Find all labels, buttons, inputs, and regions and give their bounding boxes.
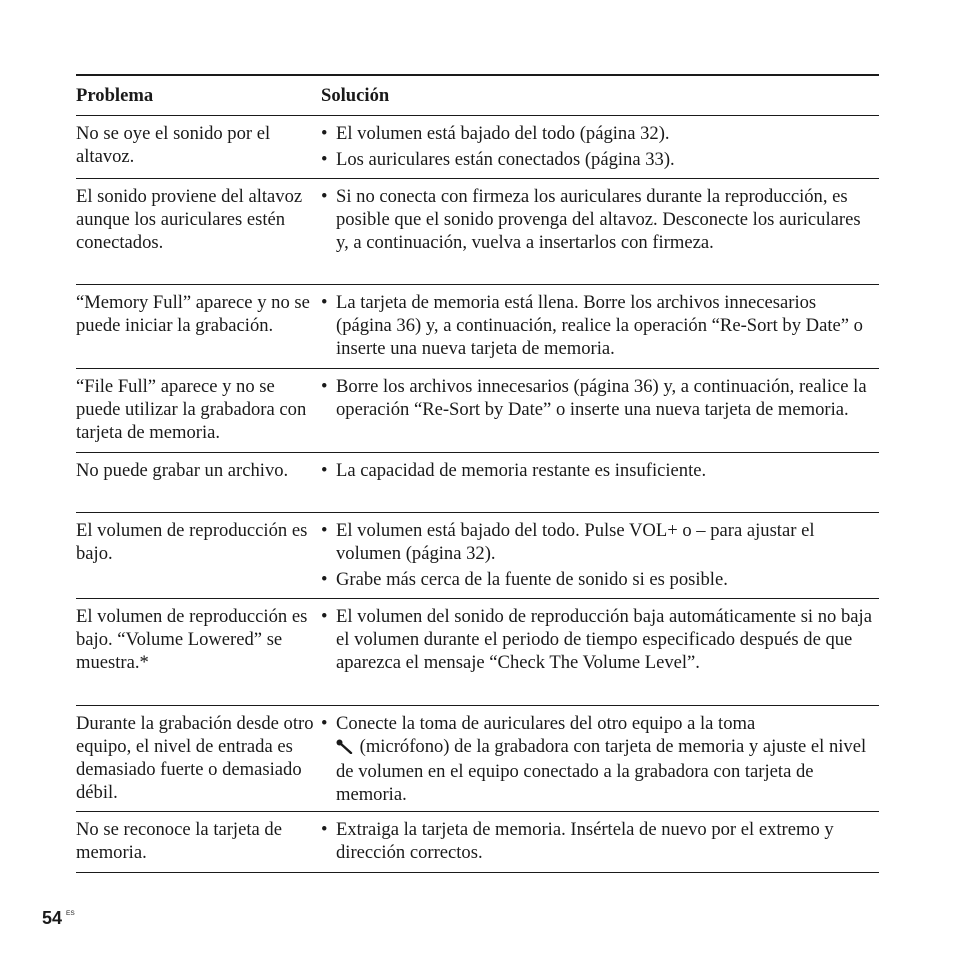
problem-cell: Durante la grabación desde otro equipo, el nivel de entrada es demasiado fuerte o demasiado débil. — [76, 713, 314, 803]
solution-cell — [321, 513, 879, 598]
solution-text: Borre los archivos innecesarios (página 36) y, a continuación, realice la operación “Re-Sort by Date” o inserte una nueva tarjeta de memoria. — [336, 376, 867, 420]
bullet-dot: • — [321, 376, 328, 397]
table-row — [76, 453, 879, 513]
table-row — [76, 706, 879, 812]
bullet-dot: • — [321, 123, 328, 144]
solution-cell — [321, 285, 879, 368]
microphone-icon — [336, 737, 353, 760]
table-row — [76, 812, 879, 873]
solution-cell — [321, 453, 879, 512]
header-solution: Solución — [321, 85, 390, 106]
solution-cell — [321, 116, 879, 178]
solution-bullet — [321, 568, 875, 591]
problem-cell: El volumen de reproducción es bajo. “Volume Lowered” se muestra.* — [76, 606, 308, 673]
solution-text: Si no conecta con firmeza los auriculares durante la reproducción, es posible que el sonido provenga del altavoz. Desconecte los auriculares y, a continuación, vuelva a insertarlos con firmeza. — [336, 186, 861, 253]
problem-cell: “Memory Full” aparece y no se puede iniciar la grabación. — [76, 292, 310, 336]
solution-cell — [321, 369, 879, 452]
solution-bullet — [321, 148, 875, 171]
bullet-dot: • — [321, 606, 328, 627]
solution-text: Los auriculares están conectados (página 33). — [336, 149, 675, 170]
solution-cell — [321, 706, 879, 811]
solution-text-before: Conecte la toma de auriculares del otro equipo a la toma — [336, 713, 756, 734]
solution-text: El volumen está bajado del todo. Pulse VOL+ o – para ajustar el volumen (página 32). — [336, 520, 815, 564]
bullet-dot: • — [321, 460, 328, 481]
table-row — [76, 599, 879, 706]
bullet-dot: • — [321, 819, 328, 840]
solution-text: Extraiga la tarjeta de memoria. Insértela de nuevo por el extremo y dirección correctos. — [336, 819, 834, 863]
bullet-dot: • — [321, 186, 328, 207]
solution-bullet — [321, 712, 875, 806]
table-row — [76, 369, 879, 453]
solution-text: La tarjeta de memoria está llena. Borre los archivos innecesarios (página 36) y, a continuación, realice la operación “Re-Sort by Date” o inserte una nueva tarjeta de memoria. — [336, 292, 863, 359]
solution-bullet — [321, 605, 875, 674]
header-problem: Problema — [76, 85, 154, 106]
solution-bullet — [321, 291, 875, 360]
solution-bullet — [321, 375, 875, 421]
solution-cell — [321, 812, 879, 872]
solution-text: El volumen está bajado del todo (página 32). — [336, 123, 670, 144]
table-header-row — [76, 76, 879, 116]
troubleshooting-table — [76, 74, 879, 873]
solution-text: La capacidad de memoria restante es insuficiente. — [336, 460, 707, 481]
solution-cell — [321, 599, 879, 705]
solution-bullet — [321, 519, 875, 565]
problem-cell: No se oye el sonido por el altavoz. — [76, 123, 271, 167]
page-language: ES — [66, 910, 75, 917]
solution-bullet — [321, 818, 875, 864]
bullet-dot: • — [321, 713, 328, 734]
bullet-dot: • — [321, 292, 328, 313]
problem-cell: El sonido proviene del altavoz aunque los auriculares estén conectados. — [76, 186, 303, 253]
problem-cell: No puede grabar un archivo. — [76, 460, 289, 481]
bullet-dot: • — [321, 149, 328, 170]
solution-bullet — [321, 185, 875, 254]
solution-text-after: (micrófono) de la grabadora con tarjeta de memoria y ajuste el nivel de volumen en el equipo conectado a la grabadora con tarjeta de memoria. — [336, 736, 867, 805]
page-number: 54 — [42, 908, 63, 928]
table-row — [76, 116, 879, 179]
problem-cell: No se reconoce la tarjeta de memoria. — [76, 819, 282, 863]
bullet-dot: • — [321, 569, 328, 590]
table-row — [76, 285, 879, 369]
table-row — [76, 513, 879, 599]
solution-text: El volumen del sonido de reproducción baja automáticamente si no baja el volumen durante el periodo de tiempo especificado después de que aparezca el mensaje “Check The Volume Level”. — [336, 606, 872, 673]
solution-text: Grabe más cerca de la fuente de sonido si es posible. — [336, 569, 728, 590]
problem-cell: “File Full” aparece y no se puede utilizar la grabadora con tarjeta de memoria. — [76, 376, 307, 443]
problem-cell: El volumen de reproducción es bajo. — [76, 520, 308, 564]
solution-bullet — [321, 122, 875, 145]
bullet-dot: • — [321, 520, 328, 541]
solution-cell — [321, 179, 879, 284]
table-row — [76, 179, 879, 285]
solution-bullet — [321, 459, 875, 482]
solution-text — [336, 712, 875, 806]
